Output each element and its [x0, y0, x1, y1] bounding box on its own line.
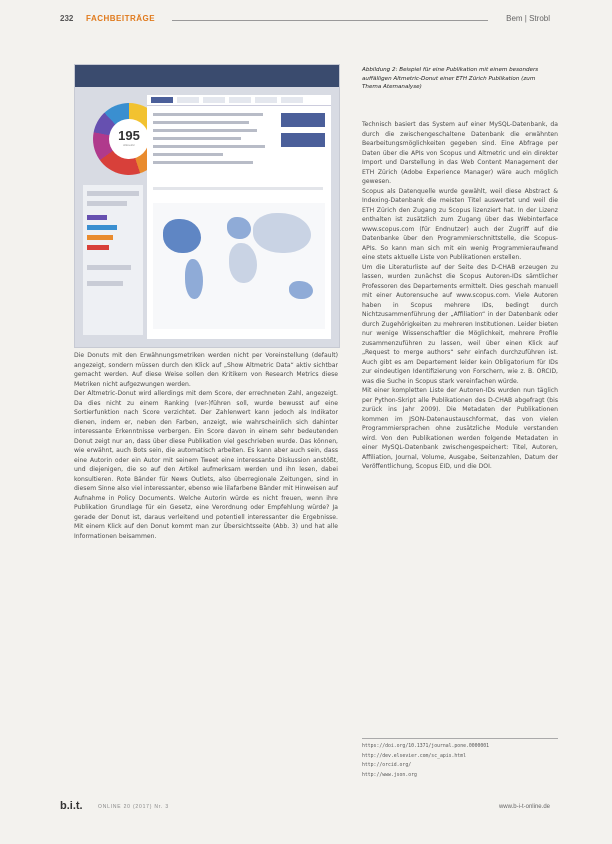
side-block — [87, 265, 131, 270]
page-header — [60, 14, 550, 28]
footnote-link[interactable]: http://www.json.org — [362, 772, 417, 778]
altmetric-score-label: Altmetric — [123, 143, 135, 147]
footnote-link[interactable]: http://dev.elsevier.com/sc_apis.html — [362, 753, 466, 759]
figure-side-panel — [83, 185, 143, 335]
map-asia — [253, 213, 311, 253]
side-block — [87, 201, 127, 206]
map-africa — [229, 243, 257, 283]
journal-url[interactable]: www.b-i-t-online.de — [498, 804, 550, 810]
figure-meta-line — [153, 113, 263, 116]
figure-main-panel — [147, 95, 331, 339]
paragraph: Der Altmetric-Donut wird allerdings mit dem Score, der errechneten Zahl, angezeigt. Da dies nicht zu einem Ranking (ver-)führen soll, wurde bewusst auf eine Sortierfunktion nach Score verzichtet. Der Zahlenwert kann jedoch als Indikator dienen, indem er, neben den Farben, anzeigt, wie wahrscheinlich sich dahinter interessante Erkenntnisse verbergen. Ein Score davon in einem sehr bedeutenden Donut zeigt nur an, dass über diese Publikation viel geschrieben wurde. Das können, wie erwähnt, auch Bots sein, die automatisch arbeiten. Es kann aber auch sein, dass eine Autorin oder ein Autor mit seinem Tweet eine interessante Diskussion anstößt, und diejenigen, die so auf den Artikel aufmerksam werden und ihn lesen, dabei konsultieren. Rote Bänder für News Outlets, also überregionale Zeitungen, sind in diesem Sinne also viel interessanter, ebenso wie lilafarbene Bänder mit Hinweisen auf Aufnahme in Policy Documents. Welche Autorin würde es nicht freuen, wenn ihre Publikation Grundlage für ein Gesetz, eine Verordnung oder Empfehlung würde? Ja gerade der Donut ist, daraus verleitend und potentiell interessanter die Ergebnisse. Mit einem Klick auf den Donut kommt man zur Übersichtsseite (Abb. 3) und hat alle Informationen beisammen. — [74, 390, 338, 540]
figure-meta-line — [153, 129, 257, 132]
side-block — [87, 225, 117, 230]
journal-issue: ONLINE 20 (2017) Nr. 3 — [98, 804, 169, 810]
side-block — [87, 245, 109, 250]
paragraph: Um die Literaturliste auf der Seite des D-CHAB erzeugen zu lassen, wurden zunächst die Scopus Autoren-IDs sämtlicher Professoren des Departements ermittelt. Dies geschah manuell mit einer Autorensuche auf www.scopus.com. Viele Autoren haben in Scopus mehrere IDs, bedingt durch Nichtzusammenführung der „Affiliation“ in der Datenbank oder durch Zugehörigkeiten zu mehreren Institutionen. Leider bieten nur wenige Wissenschaftler die Möglichkeit, mehrere Profile zusammenzuführen zu lassen, weil über einen Klick auf „Request to merge authors“ sehr einfach durchzuführen ist. Auch gibt es am Departement leider kein Obligatorium für IDs zur eindeutigen Identifizierung von Forschern, wie z. B. ORCID, was die Suche in Scopus stark vereinfachen würde. — [362, 263, 558, 385]
figure-tab — [281, 97, 303, 103]
map-north-america — [163, 219, 201, 253]
figure-app-header — [75, 65, 339, 87]
map-south-america — [185, 259, 203, 299]
figure-tabs — [147, 95, 331, 106]
running-author: Bem | Strobl — [506, 14, 550, 23]
map-europe — [227, 217, 251, 239]
paragraph: Scopus als Datenquelle wurde gewählt, weil diese Abstract & Indexing-Datenbank die meisten Titel auswertet und weil die ETH Zürich den Zugang zu Scopus lizenziert hat. In der Lizenz enthalten ist zusätzlich zum Zugang über das Webinterface www.scopus.com (für Endnutzer) auch der Zugriff auf die Datenbanke über den Programmierschnittstelle, die Scopus-APIs. So kann man sich mit ein wenig Programmieraufwand eine stets aktuelle Liste von Publikationen erstellen. — [362, 187, 558, 261]
figure-button — [281, 113, 325, 127]
figure-tab — [151, 97, 173, 103]
figure-meta-line — [153, 145, 265, 148]
figure-meta-line — [153, 161, 253, 164]
left-column — [74, 351, 338, 541]
section-title: FACHBEITRÄGE — [86, 14, 156, 23]
side-block — [87, 191, 139, 196]
map-australia — [289, 281, 313, 299]
figure-caption: Abbildung 2: Beispiel für eine Publikation mit einem besonders auffälligen Altmetric-Donut einer ETH Zürich Publikation (zum Thema Atemanalyse) — [362, 67, 539, 91]
side-block — [87, 235, 113, 240]
figure-tab — [229, 97, 251, 103]
side-block — [87, 215, 107, 220]
paragraph: Die Donuts mit den Erwähnungsmetriken werden nicht per Voreinstellung (default) angezeigt, sondern müssen durch den Klick auf „Show Altmetric Data“ aktiv sichtbar gemacht werden. Auf diese Weise sollen den Kritikern von Research Metrics diese Metriken nicht aufgezwungen werden. — [74, 352, 338, 388]
paragraph: Technisch basiert das System auf einer MySQL-Datenbank, da durch die zwischengeschaltene Datenbank die erwähnten Bearbeitungsmöglichkeiten gegeben sind. Eine Abfrage per Daten über die APIs von Scopus und Altmetric und ein direkter Import und Darstellung in das Web Content Management der ETH Zürich (Adobe Experience Manager) wäre auch möglich gewesen. — [362, 121, 558, 185]
figure-tab — [177, 97, 199, 103]
right-column — [362, 120, 558, 472]
world-map — [153, 203, 325, 329]
side-block — [87, 281, 123, 286]
paragraph: Mit einer kompletten Liste der Autoren-IDs wurden nun täglich per Python-Skript alle Publikationen des D-CHAB abgefragt (bis zurück ins Jahr 2009). Die Metadaten der Publikationen kommen im JSON-Datenaustauschformat, das von vielen Programmiersprachen ohne zusätzliche Module verstanden wird. Von den Publikationen werden folgende Metadaten in einer MySQL-Datenbank zwischengespeichert: Titel, Autoren, Affiliation, Journal, Volume, Ausgabe, Seitenzahlen, Datum der Veröffentlichung, Scopus EID, und die DOI. — [362, 387, 558, 470]
page-footer — [60, 800, 550, 814]
figure-meta-line — [153, 137, 241, 140]
figure-tab — [203, 97, 225, 103]
footnote-link[interactable]: https://doi.org/10.1371/journal.pone.0000001 — [362, 744, 490, 749]
page-number: 232 — [60, 14, 74, 23]
figure-screenshot — [74, 64, 340, 348]
header-rule — [172, 20, 488, 21]
figure-meta-line — [153, 121, 249, 124]
donut-center — [109, 119, 149, 159]
journal-logo: b.i.t. — [60, 800, 83, 812]
figure-tab — [255, 97, 277, 103]
figure-divider — [153, 187, 323, 190]
figure-meta-line — [153, 153, 223, 156]
altmetric-score: 195 — [118, 128, 140, 143]
footnote-link[interactable]: http://orcid.org/ — [362, 763, 412, 769]
figure-button — [281, 133, 325, 147]
footnotes — [362, 738, 558, 780]
